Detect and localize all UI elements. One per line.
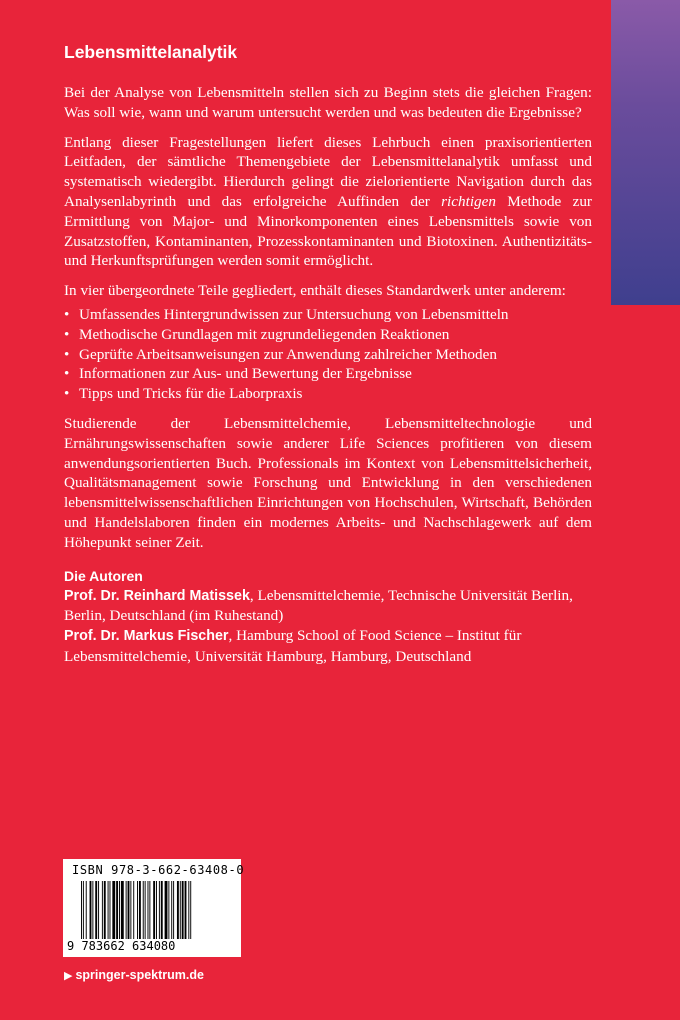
author-affiliation: , Lebensmittelchemie, Technische Universität Berlin, Berlin, Deutschland (im Ruhestand) <box>64 586 573 625</box>
intro-paragraph: Bei der Analyse von Lebensmitteln stellen sich zu Beginn stets die gleichen Fragen: Was soll wie, wann und warum untersucht werden und was bedeuten die Ergebnisse? <box>64 84 592 121</box>
audience-paragraph: Studierende der Lebensmittelchemie, Lebensmitteltechnologie und Ernährungswissenschaften sowie anderer Life Sciences profitieren von diesem anwendungsorientierten Buch. Professionals im Kontext von Lebensmittelsicherheit, Qualitätsmanagement sowie Forschung und Entwicklung in den verschiedenen lebensmittelwissenschaftlichen Einrichtungen von Hochschulen, Wirtschaft, Behörden und Handelslaboren finden ein modernes Arbeits- und Nachschlagewerk auf dem Höhepunkt seiner Zeit. <box>64 414 592 551</box>
author-entry <box>64 626 592 667</box>
list-item: • Geprüfte Arbeitsanweisungen zur Anwendung zahlreicher Methoden <box>64 345 497 363</box>
bullet-icon: • <box>64 345 70 363</box>
list-item: • Umfassendes Hintergrundwissen zur Untersuchung von Lebensmitteln <box>64 305 509 323</box>
decorative-color-band <box>611 0 680 305</box>
isbn-barcode <box>63 859 245 957</box>
bullet-icon: • <box>64 365 70 383</box>
bullet-icon: • <box>64 325 70 343</box>
description-paragraph <box>64 133 592 272</box>
publisher-url: springer-spektrum.de <box>75 968 204 982</box>
description-emphasis: richtigen <box>441 192 496 210</box>
back-cover-text <box>64 42 592 667</box>
feature-list <box>64 305 592 404</box>
description-text-b: Methode zur Ermittlung von Major- und Minorkomponenten eines Lebensmittels sowie von Zusatzstoffen, Kontaminanten, Prozesskontaminanten und Biotoxinen. Authentizitäts- und Herkunftsprüfungen werden somit ermöglicht. <box>64 192 592 270</box>
list-item: • Tipps und Tricks für die Laborpraxis <box>64 385 303 403</box>
isbn-number: ISBN 978-3-662-63408-0 <box>72 863 245 877</box>
author-name: Prof. Dr. Reinhard Matissek <box>64 587 250 604</box>
author-affiliation: , Hamburg School of Food Science – Institut für Lebensmittelchemie, Universität Hamburg, Hamburg, Deutschland <box>64 627 522 665</box>
list-item: • Informationen zur Aus- und Bewertung der Ergebnisse <box>64 365 412 383</box>
authors-heading: Die Autoren <box>64 567 143 584</box>
publisher-link[interactable] <box>64 968 204 982</box>
description-text-a: Entlang dieser Fragestellungen liefert dieses Lehrbuch einen praxisorientierten Leitfaden, der sämtliche Themengebiete der Lebensmittelanalytik umfasst und systematisch wiedergibt. Hierdurch gelingt die zielorientierte Navigation durch das Analysenlabyrinth und das erfolgreiche Auffinden der <box>64 133 592 210</box>
bullet-icon: • <box>64 385 70 403</box>
list-item: • Methodische Grundlagen mit zugrundeliegenden Reaktionen <box>64 325 450 343</box>
author-name: Prof. Dr. Markus Fischer <box>64 628 229 645</box>
bullet-icon: • <box>64 305 70 323</box>
book-title: Lebensmittelanalytik <box>64 42 238 62</box>
arrow-right-icon: ▶ <box>64 970 73 982</box>
structure-paragraph: In vier übergeordnete Teile gegliedert, enthält dieses Standardwerk unter anderem: <box>64 282 566 300</box>
barcode-icon <box>81 881 233 939</box>
author-entry <box>64 586 592 627</box>
barcode-digits: 9 783662 634080 <box>67 939 176 953</box>
